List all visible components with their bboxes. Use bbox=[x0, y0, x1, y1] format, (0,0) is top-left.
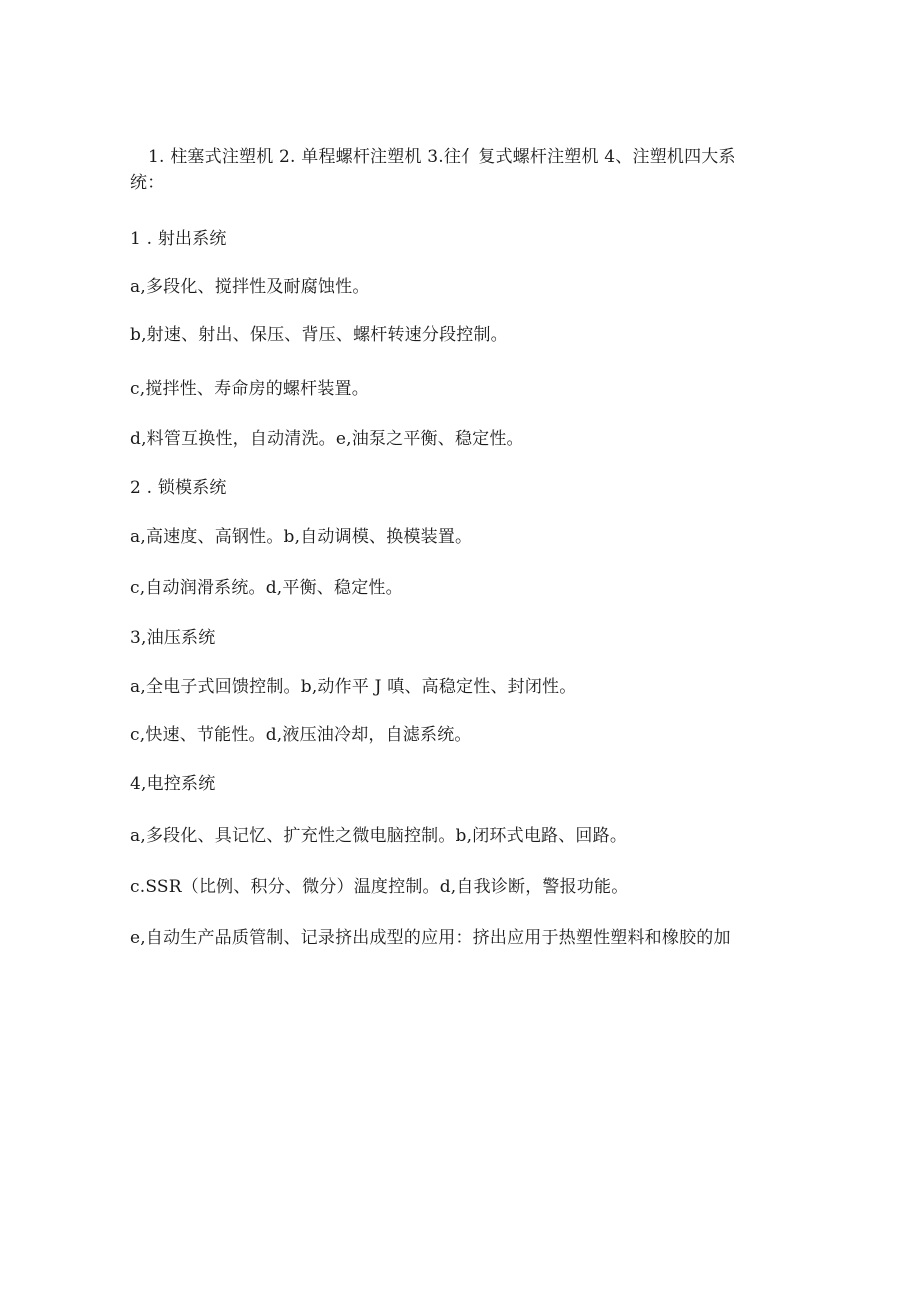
section-heading-injection: 1 . 射出系统 bbox=[130, 229, 227, 249]
paragraph-line: c,自动润滑系统。d,平衡、稳定性。 bbox=[130, 578, 403, 598]
paragraph-line: a,全电子式回馈控制。b,动作平 J 嗔、高稳定性、封闭性。 bbox=[130, 677, 577, 697]
section-heading-hydraulic: 3,油压系统 bbox=[130, 628, 216, 648]
paragraph-line: c,搅拌性、寿命房的螺杆装置。 bbox=[130, 379, 369, 399]
intro-line-2: 统： bbox=[130, 173, 165, 193]
section-heading-clamping: 2 . 锁模系统 bbox=[130, 478, 227, 498]
paragraph-line: b,射速、射出、保压、背压、螺杆转速分段控制。 bbox=[130, 325, 508, 345]
paragraph-line: c.SSR（比例、积分、微分）温度控制。d,自我诊断，警报功能。 bbox=[130, 877, 629, 897]
paragraph-line: e,自动生产品质管制、记录挤出成型的应用：挤出应用于热塑性塑料和橡胶的加 bbox=[130, 928, 731, 948]
intro-line-1: 1. 柱塞式注塑机 2. 单程螺杆注塑机 3.往亻复式螺杆注塑机 4、注塑机四大系 bbox=[148, 147, 736, 167]
paragraph-line: a,多段化、具记忆、扩充性之微电脑控制。b,闭环式电路、回路。 bbox=[130, 826, 628, 846]
paragraph-line: c,快速、节能性。d,液压油冷却，自滤系统。 bbox=[130, 725, 472, 745]
section-heading-electrical: 4,电控系统 bbox=[130, 774, 216, 794]
paragraph-line: a,多段化、搅拌性及耐腐蚀性。 bbox=[130, 277, 370, 297]
paragraph-line: d,料管互换性，自动清洗。e,油泵之平衡、稳定性。 bbox=[130, 429, 524, 449]
paragraph-line: a,高速度、高钢性。b,自动调模、换模装置。 bbox=[130, 527, 473, 547]
